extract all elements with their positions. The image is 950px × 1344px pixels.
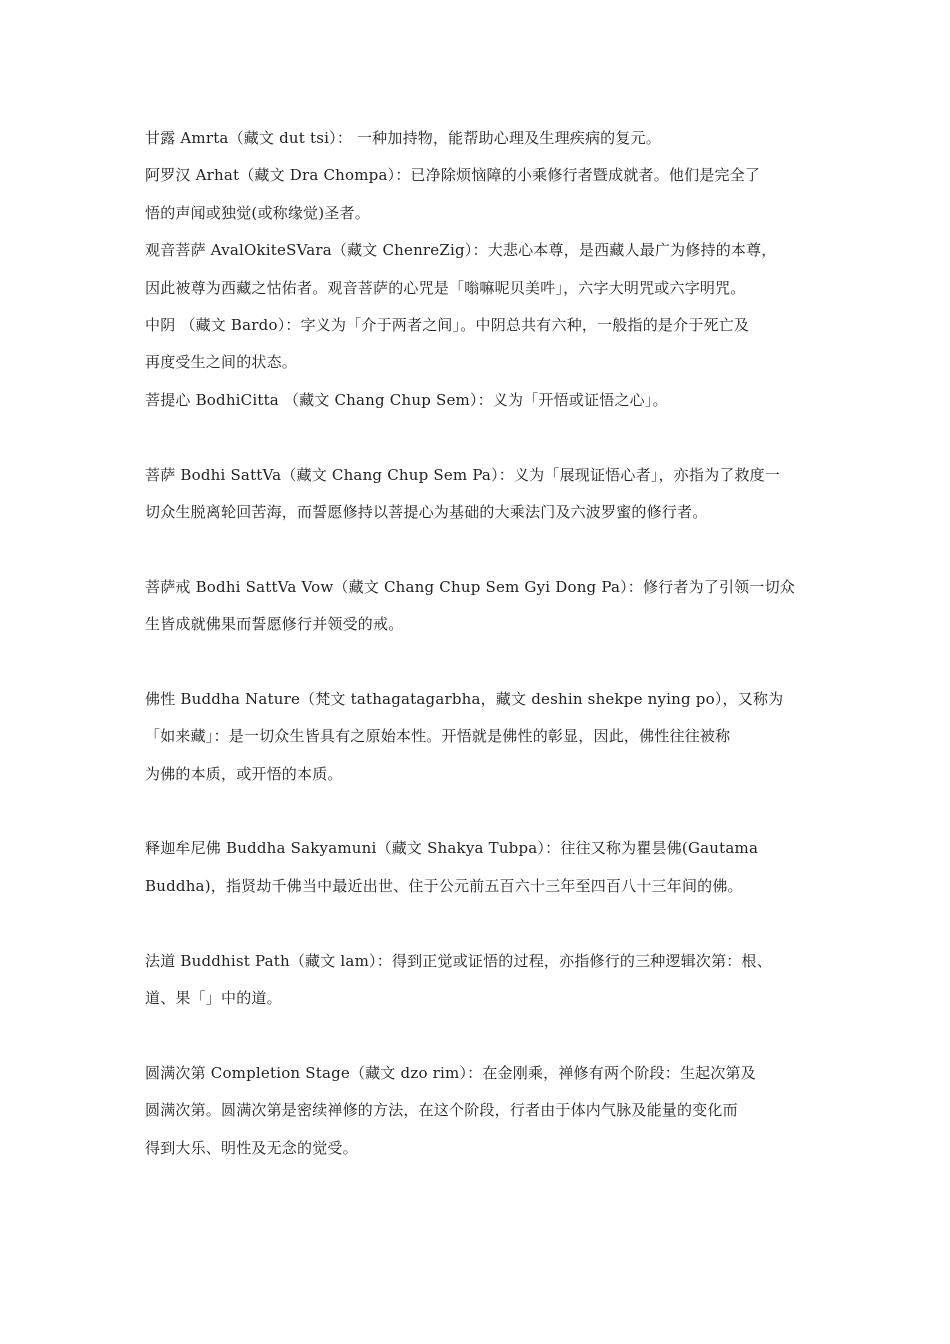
text-line: 生皆成就佛果而誓愿修行并领受的戒。 [145, 615, 404, 634]
text-line: 「如来藏」：是一切众生皆具有之原始本性。开悟就是佛性的彰显，因此，佛性往往被称 [145, 727, 731, 746]
text-line: 中阴 （藏文 Bardo）：字义为「介于两者之间」。中阴总共有六种，一般指的是介于死亡及 [145, 315, 750, 334]
text-line: 佛性 Buddha Nature（梵文 tathagatagarbha，藏文 deshin shekpe nying po），又称为 [145, 689, 784, 708]
text-line: 圆满次第。圆满次第是密续禅修的方法，在这个阶段，行者由于体内气脉及能量的变化而 [145, 1101, 738, 1120]
text-line: 因此被尊为西藏之怙佑者。观音菩萨的心咒是「嗡嘛呢贝美吽」，六字大明咒或六字明咒。 [145, 278, 746, 297]
blank-line [145, 419, 815, 456]
text-line: 菩提心 BodhiCitta （藏文 Chang Chup Sem）：义为「开悟或证悟之心」。 [145, 390, 668, 409]
text-line: 得到大乐、明性及无念的觉受。 [145, 1138, 358, 1157]
text-line: Buddha)，指贤劫千佛当中最近出世、住于公元前五百六十三年至四百八十三年间的佛。 [145, 876, 743, 895]
text-line: 法道 Buddhist Path（藏文 lam）：得到正觉或证悟的过程，亦指修行的三种逻辑次第：根、 [145, 951, 772, 970]
text-line: 释迦牟尼佛 Buddha Sakyamuni（藏文 Shakya Tubpa）：往往又称为瞿昙佛(Gautama [145, 839, 759, 858]
blank-line [145, 793, 815, 830]
text-line: 菩萨戒 Bodhi SattVa Vow（藏文 Chang Chup Sem Gyi Dong Pa）：修行者为了引领一切众 [145, 577, 795, 596]
glossary-body [145, 120, 815, 1167]
text-line: 悟的声闻或独觉(或称缘觉)圣者。 [145, 203, 370, 222]
text-line: 为佛的本质，或开悟的本质。 [145, 764, 343, 783]
text-line: 菩萨 Bodhi SattVa（藏文 Chang Chup Sem Pa）：义为「展现证悟心者」，亦指为了救度一 [145, 465, 781, 484]
text-line: 观音菩萨 AvalOkiteSVara（藏文 ChenreZig）：大悲心本尊，是西藏人最广为修持的本尊， [145, 241, 777, 260]
text-line: 圆满次第 Completion Stage（藏文 dzo rim）：在金刚乘，禅修有两个阶段：生起次第及 [145, 1063, 756, 1082]
text-line: 道、果「」中的道。 [145, 988, 282, 1007]
blank-line [145, 531, 815, 568]
text-line: 再度受生之间的状态。 [145, 353, 298, 372]
text-line: 切众生脱离轮回苦海，而誓愿修持以菩提心为基础的大乘法门及六波罗蜜的修行者。 [145, 502, 708, 521]
blank-line [145, 643, 815, 680]
text-line: 阿罗汉 Arhat（藏文 Dra Chompa）：已净除烦恼障的小乘修行者暨成就者。他们是完全了 [145, 166, 761, 185]
blank-line [145, 1017, 815, 1054]
text-line: 甘露 Amrta（藏文 dut tsi）： 一种加持物，能帮助心理及生理疾病的复元。 [145, 129, 661, 147]
blank-line [145, 905, 815, 942]
